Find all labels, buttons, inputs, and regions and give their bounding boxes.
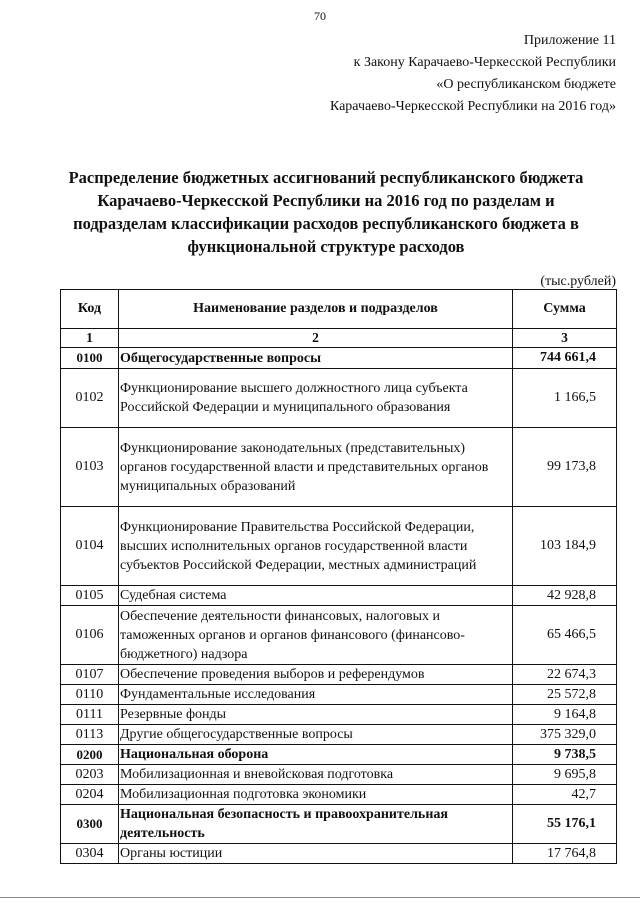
table-row <box>61 844 617 864</box>
row-amount: 42,7 <box>513 785 617 805</box>
title-line-1: Распределение бюджетных ассигнований республиканского бюджета <box>68 168 584 187</box>
page-number: 70 <box>314 9 326 23</box>
row-amount: 65 466,5 <box>513 606 617 665</box>
header-code: Код <box>61 290 119 329</box>
row-code: 0106 <box>61 606 119 665</box>
row-name: Мобилизационная подготовка экономики <box>119 785 513 805</box>
appendix-line-4: Карачаево-Черкесской Республики на 2016 год» <box>329 99 616 114</box>
row-amount: 9 695,8 <box>513 765 617 785</box>
row-code: 0104 <box>61 507 119 586</box>
appendix-header <box>286 30 616 118</box>
column-number-row <box>61 329 617 348</box>
table-body <box>61 329 617 864</box>
row-code: 0110 <box>61 685 119 705</box>
row-name: Национальная безопасность и правоохранительная деятельность <box>119 805 513 844</box>
column-number: 2 <box>119 329 513 348</box>
row-amount: 103 184,9 <box>513 507 617 586</box>
row-code: 0102 <box>61 369 119 428</box>
row-name: Обеспечение проведения выборов и референдумов <box>119 665 513 685</box>
table-row <box>61 586 617 606</box>
row-amount: 9 164,8 <box>513 705 617 725</box>
budget-table <box>60 289 617 864</box>
column-number: 3 <box>513 329 617 348</box>
table-row <box>61 428 617 507</box>
header-amount: Сумма <box>513 290 617 329</box>
title-line-3: подразделам классификации расходов республиканского бюджета в <box>73 214 579 233</box>
table-row <box>61 685 617 705</box>
row-code: 0107 <box>61 665 119 685</box>
row-amount: 9 738,5 <box>513 745 617 765</box>
table-row <box>61 606 617 665</box>
row-code: 0304 <box>61 844 119 864</box>
table-row <box>61 785 617 805</box>
appendix-line-1: Приложение 11 <box>523 33 616 48</box>
row-code: 0203 <box>61 765 119 785</box>
row-amount: 99 173,8 <box>513 428 617 507</box>
row-name: Фундаментальные исследования <box>119 685 513 705</box>
row-name: Функционирование Правительства Российской Федерации, высших исполнительных органов государственной власти субъектов Российской Федерации, местных администраций <box>119 507 513 586</box>
row-code: 0100 <box>61 348 119 369</box>
appendix-line-2: к Закону Карачаево-Черкесской Республики <box>353 55 616 70</box>
row-name: Резервные фонды <box>119 705 513 725</box>
table-row <box>61 705 617 725</box>
row-amount: 55 176,1 <box>513 805 617 844</box>
table-row <box>61 665 617 685</box>
row-amount: 22 674,3 <box>513 665 617 685</box>
table-row <box>61 745 617 765</box>
row-code: 0200 <box>61 745 119 765</box>
row-code: 0105 <box>61 586 119 606</box>
row-amount: 375 329,0 <box>513 725 617 745</box>
table-header <box>61 290 617 329</box>
units-label: (тыс.рублей) <box>540 274 616 289</box>
row-code: 0113 <box>61 725 119 745</box>
row-code: 0103 <box>61 428 119 507</box>
table-row <box>61 369 617 428</box>
page-bottom-rule <box>0 897 640 898</box>
row-amount: 25 572,8 <box>513 685 617 705</box>
row-amount: 1 166,5 <box>513 369 617 428</box>
document-title <box>40 166 612 258</box>
row-name: Общегосударственные вопросы <box>119 348 513 369</box>
header-name: Наименование разделов и подразделов <box>119 290 513 329</box>
table-row <box>61 507 617 586</box>
row-name: Национальная оборона <box>119 745 513 765</box>
row-code: 0300 <box>61 805 119 844</box>
row-name: Обеспечение деятельности финансовых, налоговых и таможенных органов и органов финансового (финансово-бюджетного) надзора <box>119 606 513 665</box>
title-line-4: функциональной структуре расходов <box>187 237 465 256</box>
row-code: 0111 <box>61 705 119 725</box>
row-name: Мобилизационная и вневойсковая подготовка <box>119 765 513 785</box>
row-name: Функционирование законодательных (представительных) органов государственной власти и представительных органов муниципальных образований <box>119 428 513 507</box>
row-code: 0204 <box>61 785 119 805</box>
table-row <box>61 348 617 369</box>
title-line-2: Карачаево-Черкесской Республики на 2016 год по разделам и <box>97 191 555 210</box>
row-name: Другие общегосударственные вопросы <box>119 725 513 745</box>
table-row <box>61 805 617 844</box>
row-name: Судебная система <box>119 586 513 606</box>
column-number: 1 <box>61 329 119 348</box>
table-row <box>61 725 617 745</box>
row-name: Органы юстиции <box>119 844 513 864</box>
row-amount: 42 928,8 <box>513 586 617 606</box>
row-name: Функционирование высшего должностного лица субъекта Российской Федерации и муниципального образования <box>119 369 513 428</box>
row-amount: 744 661,4 <box>513 348 617 369</box>
table-row <box>61 765 617 785</box>
row-amount: 17 764,8 <box>513 844 617 864</box>
appendix-line-3: «О республиканском бюджете <box>436 77 616 92</box>
